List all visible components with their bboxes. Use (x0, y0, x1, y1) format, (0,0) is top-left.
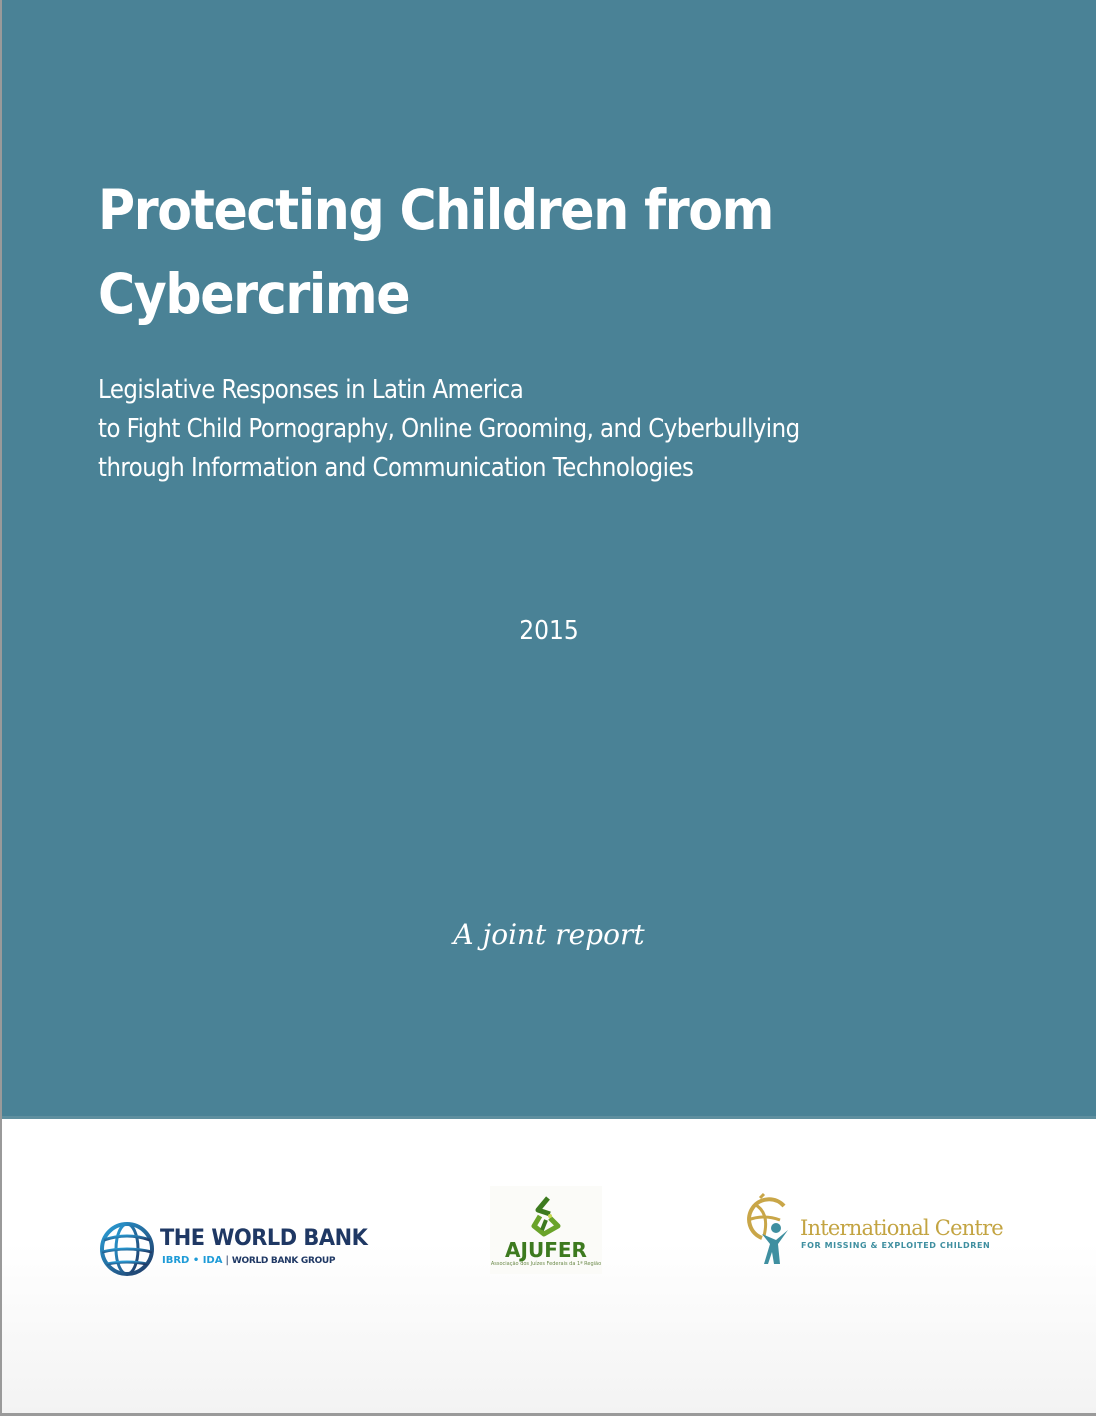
cover-divider (2, 1116, 1096, 1119)
report-subtitle (98, 371, 978, 488)
world-bank-logo (98, 1218, 388, 1280)
report-year: 2015 (519, 616, 579, 646)
world-bank-name: THE WORLD BANK (160, 1226, 368, 1251)
report-tagline: A joint report (453, 918, 645, 951)
icmec-name: International Centre (800, 1216, 1003, 1240)
cover-panel (2, 0, 1096, 1119)
world-bank-subtitle (162, 1255, 335, 1266)
icmec-subtitle: FOR MISSING & EXPLOITED CHILDREN (801, 1241, 991, 1250)
ibrd-ida-label: IBRD • IDA (162, 1255, 223, 1266)
subtitle-line: to Fight Child Pornography, Online Grooming, and Cyberbullying (98, 414, 800, 444)
world-bank-group-label: WORLD BANK GROUP (231, 1256, 336, 1266)
subtitle-line: through Information and Communication Technologies (98, 453, 694, 483)
icmec-figure-globe-icon (740, 1190, 800, 1272)
icmec-logo (740, 1190, 1003, 1272)
title-line: Cybercrime (98, 262, 410, 326)
document-page (2, 0, 1096, 1413)
subtitle-line: Legislative Responses in Latin America (98, 375, 524, 405)
title-line: Protecting Children from (98, 178, 774, 242)
ajufer-logo (490, 1186, 602, 1274)
ajufer-subtitle: Associação dos Juízes Federais da 1ª Região (490, 1261, 602, 1267)
ajufer-name: AJUFER (505, 1238, 587, 1262)
separator: | (225, 1255, 229, 1266)
ajufer-emblem-icon (528, 1196, 566, 1238)
report-title (98, 168, 926, 336)
globe-icon (98, 1220, 156, 1278)
